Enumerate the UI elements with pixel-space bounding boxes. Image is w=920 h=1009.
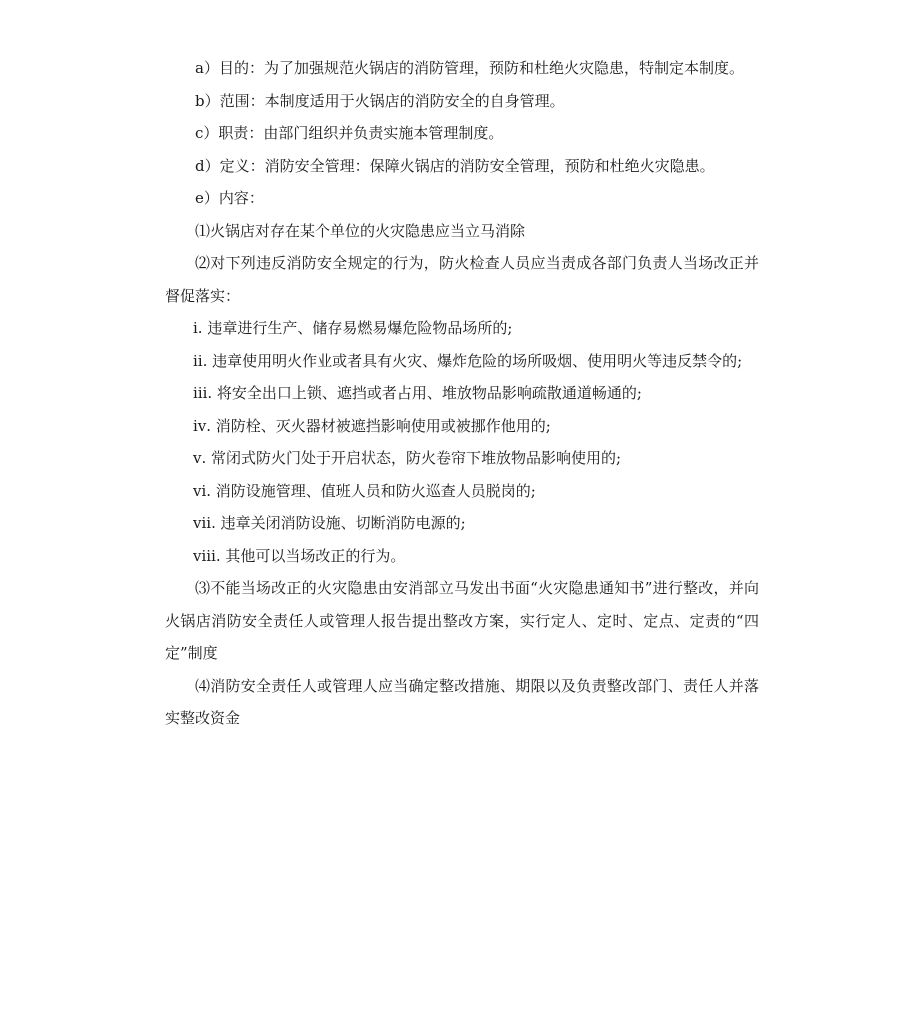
content-item-2: ⑵对下列违反消防安全规定的行为，防火检查人员应当责成各部门负责人当场改正并督促落实： [165,254,759,305]
violation-item: ⅱ. 违章使用明火作业或者具有火灾、爆炸危险的场所吸烟、使用明火等违反禁令的; [193,351,743,370]
violation-item: ⅰ. 违章进行生产、储存易燃易爆危险物品场所的; [193,319,513,337]
violation-item: ⅴ. 常闭式防火门处于开启状态，防火卷帘下堆放物品影响使用的; [193,449,622,467]
content-item-4: ⑷消防安全责任人或管理人应当确定整改措施、期限以及负责整改部门、责任人并落实整改资金 [165,676,759,727]
violation-item: ⅶ. 违章关闭消防设施、切断消防电源的; [193,514,466,532]
violation-item: ⅵ. 消防设施管理、值班人员和防火巡查人员脱岗的; [193,481,536,500]
responsibility-paragraph: c）职责：由部门组织并负责实施本管理制度。 [195,124,504,142]
scope-paragraph: b）范围：本制度适用于火锅店的消防安全的自身管理。 [195,91,565,110]
content-item-3: ⑶不能当场改正的火灾隐患由安消部立马发出书面“火灾隐患通知书”进行整改，并向火锅店消防安全责任人或管理人报告提出整改方案，实行定人、定时、定点、定责的“四定”制度 [165,579,759,662]
violation-item: ⅳ. 消防栓、灭火器材被遮挡影响使用或被挪作他用的; [193,416,551,435]
violation-item: ⅲ. 将安全出口上锁、遮挡或者占用、堆放物品影响疏散通道畅通的; [193,384,642,402]
content-item-1: ⑴火锅店对存在某个单位的火灾隐患应当立马消除 [195,221,526,240]
purpose-paragraph: a）目的：为了加强规范火锅店的消防管理，预防和杜绝火灾隐患，特制定本制度。 [195,59,744,77]
content-heading: e）内容： [195,189,264,207]
document-body [165,52,759,735]
definition-paragraph: d）定义：消防安全管理：保障火锅店的消防安全管理，预防和杜绝火灾隐患。 [195,156,715,175]
violation-item: ⅷ. 其他可以当场改正的行为。 [193,546,406,565]
